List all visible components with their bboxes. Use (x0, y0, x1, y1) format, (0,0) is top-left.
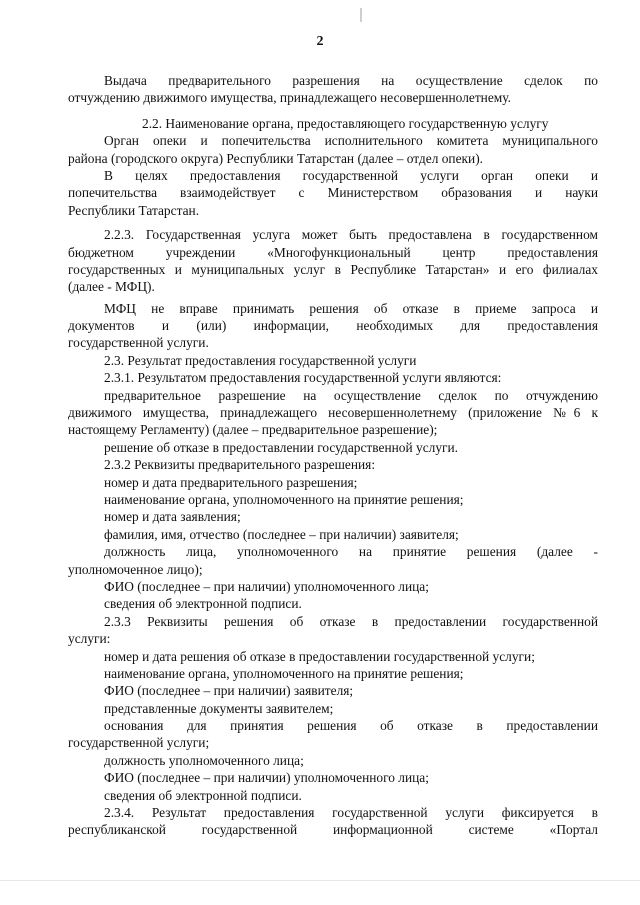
section-heading: 2.3. Результат предоставления государственной услуги (104, 352, 417, 368)
text-line: наименование органа, уполномоченного на принятие решения; (104, 491, 464, 507)
scan-artifact (360, 8, 362, 22)
text-line: ФИО (последнее – при наличии) уполномоченного лица; (104, 578, 429, 594)
text-line: государственной услуги. (68, 335, 209, 351)
text-line: Орган опеки и попечительства исполнительного комитета муниципального (104, 133, 598, 149)
text-line: 2.3.4. Результат предоставления государственной услуги фиксируется в (104, 805, 598, 821)
text-line: Выдача предварительного разрешения на осуществление сделок по (104, 73, 598, 88)
text-line: МФЦ не вправе принимать решения об отказе в приеме запроса и (104, 300, 598, 316)
text-line: отчуждению движимого имущества, принадлежащего несовершеннолетнему. (68, 90, 511, 106)
page-number: 2 (316, 34, 324, 49)
text-line: попечительства взаимодействует с Министерством образования и науки (68, 185, 598, 201)
text-line: (далее - МФЦ). (68, 279, 155, 295)
text-line: должность лица, уполномоченного на принятие решения (далее - (104, 544, 598, 560)
text-line: номер и дата предварительного разрешения; (104, 474, 358, 490)
text-line: ФИО (последнее – при наличии) заявителя; (104, 683, 354, 699)
section-heading: 2.2. Наименование органа, предоставляющего государственную услугу (142, 115, 549, 131)
text-line: республиканской государственной информационной системе «Портал (68, 822, 598, 838)
scan-artifact (0, 880, 640, 881)
text-line: должность уполномоченного лица; (104, 752, 304, 768)
text-line: 2.3.2 Реквизиты предварительного разрешения: (104, 457, 376, 473)
text-line: наименование органа, уполномоченного на принятие решения; (104, 665, 464, 681)
text-line: предварительное разрешение на осуществление сделок по отчуждению (104, 387, 598, 403)
text-line: 2.3.3 Реквизиты решения об отказе в предоставлении государственной (104, 613, 598, 629)
text-line: государственной услуги; (68, 735, 210, 751)
text-line: сведения об электронной подписи. (104, 787, 302, 803)
text-line: фамилия, имя, отчество (последнее – при наличии) заявителя; (104, 526, 459, 542)
text-line: уполномоченное лицо); (68, 561, 203, 577)
text-line: района (городского округа) Республики Татарстан (далее – отдел опеки). (68, 150, 484, 166)
text-line: основания для принятия решения об отказе в предоставлении (104, 718, 598, 734)
text-line: номер и дата решения об отказе в предоставлении государственной услуги; (104, 648, 535, 664)
text-line: государственных и муниципальных услуг в Республике Татарстан» и его филиалах (68, 261, 598, 277)
text-line: В целях предоставления государственной услуги орган опеки и (104, 167, 598, 183)
text-line: представленные документы заявителем; (104, 700, 334, 716)
text-line: Республики Татарстан. (68, 202, 200, 218)
text-line: бюджетном учреждении «Многофункциональный центр предоставления (68, 244, 598, 260)
text-line: номер и дата заявления; (104, 509, 241, 525)
text-line: настоящему Регламенту) (далее – предварительное разрешение); (68, 422, 438, 438)
document-body (68, 72, 598, 839)
text-line: сведения об электронной подписи. (104, 596, 302, 612)
text-line: услуги: (68, 631, 111, 647)
text-line: ФИО (последнее – при наличии) уполномоченного лица; (104, 770, 429, 786)
text-line: 2.3.1. Результатом предоставления государственной услуги являются: (104, 370, 502, 386)
text-line: документов и (или) информации, необходимых для предоставления (68, 318, 598, 334)
text-line: движимого имущества, принадлежащего несовершеннолетнему (приложение №6 к (68, 405, 598, 421)
text-line: 2.2.3. Государственная услуга может быть предоставлена в государственном (104, 227, 598, 243)
text-line: решение об отказе в предоставлении государственной услуги. (104, 439, 459, 455)
